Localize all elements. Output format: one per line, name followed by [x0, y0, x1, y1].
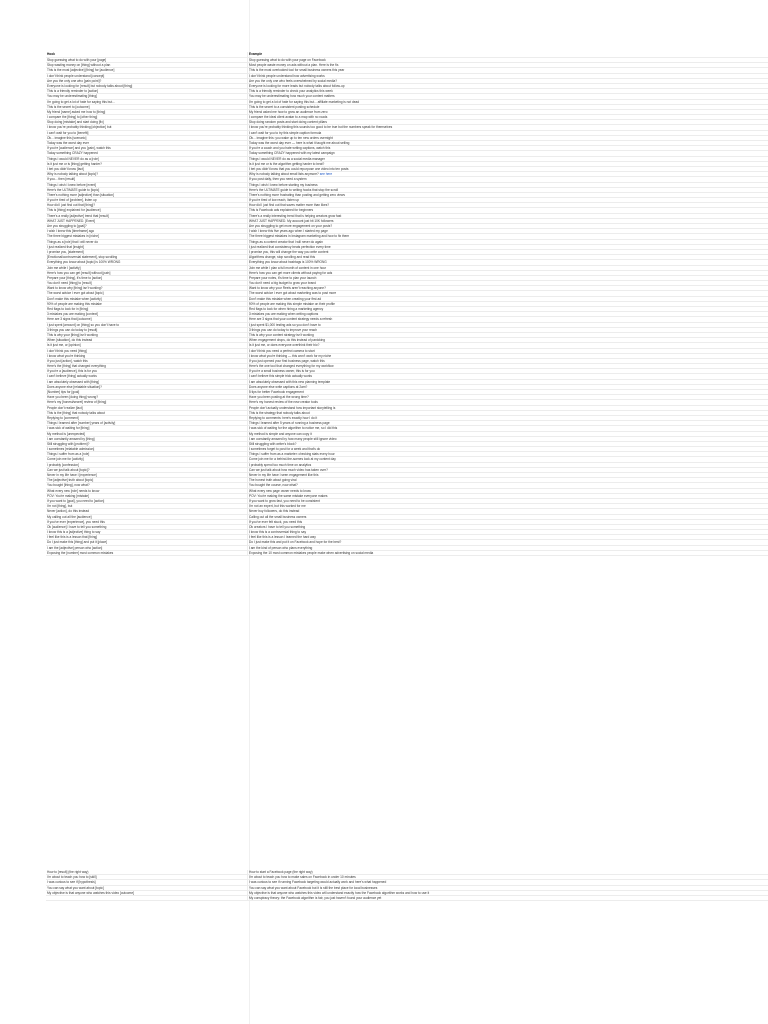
- hook-cell[interactable]: Is it just me or is [thing] getting harder?: [47, 162, 248, 166]
- example-cell[interactable]: I sometimes forget to post for a week and that's ok: [249, 447, 321, 452]
- example-cell[interactable]: If you're tired of low reach, listen up: [249, 198, 300, 203]
- hook-cell[interactable]: Things I wish I knew before [event]: [47, 183, 248, 187]
- example-cell[interactable]: POV: You're making the same mistake everyone makes: [249, 493, 328, 498]
- header-example[interactable]: Example: [249, 52, 263, 56]
- example-cell[interactable]: If you post daily, then you need a system: [249, 177, 307, 182]
- hook-cell[interactable]: I don't think people understand [concept]: [47, 74, 248, 78]
- hook-cell[interactable]: Today was the worst day ever: [47, 141, 248, 145]
- example-cell[interactable]: Join me while I plan a full month of content in one hour: [249, 265, 327, 270]
- example-cell[interactable]: If you just opened your first business page, watch this: [249, 358, 325, 363]
- hook-cell[interactable]: Is it just me, or [opinion]: [47, 343, 248, 347]
- hook-cell[interactable]: Everyone is looking for [result] but nobody talks about [thing]: [47, 84, 248, 88]
- hook-cell[interactable]: Do I just make this [thing] and put it [place]: [47, 540, 248, 544]
- hook-cell[interactable]: People don't realize [fact]: [47, 406, 248, 410]
- hook-cell[interactable]: I probably [confession]: [47, 463, 248, 467]
- example-cell[interactable]: Do I just make this and put it on Facebook and hope for the best?: [249, 540, 342, 545]
- hook-cell[interactable]: You can say what you want about [topic]: [47, 886, 248, 890]
- hook-cell[interactable]: POV: You're making [mistake]: [47, 494, 248, 498]
- hook-cell[interactable]: Never in my life have I [experience]: [47, 473, 248, 477]
- hook-cell[interactable]: 3 things you can do today to [result]: [47, 328, 248, 332]
- example-cell[interactable]: The honest truth about going viral: [249, 478, 297, 483]
- hook-cell[interactable]: I am absolutely obsessed with [thing]: [47, 380, 248, 384]
- example-cell[interactable]: Here's how you can get more clients without paying for ads: [249, 270, 333, 275]
- example-cell[interactable]: Why is nobody talking about email lists anymore? see here: [249, 172, 333, 177]
- hook-cell[interactable]: I am constantly amazed by [thing]: [47, 437, 248, 441]
- hook-cell[interactable]: There's nothing more [adjective] than [situation]: [47, 193, 248, 197]
- example-cell[interactable]: My method is simple and anyone can copy it: [249, 431, 312, 436]
- hook-cell[interactable]: If you... then [result]: [47, 177, 248, 181]
- hook-cell[interactable]: [Emotional/controversial statement], stop scrolling: [47, 255, 248, 259]
- hook-cell[interactable]: Things I learned after [number] years of [activity]: [47, 421, 248, 425]
- hook-cell[interactable]: Have you been [doing thing] wrong?: [47, 395, 248, 399]
- example-cell[interactable]: I'm not an expert, but this worked for me: [249, 504, 306, 509]
- example-cell[interactable]: Today was the worst day ever — here is what it taught me about selling: [249, 141, 350, 145]
- hook-cell[interactable]: I'm not [thing], but: [47, 504, 248, 508]
- hook-cell[interactable]: Exposing the [number] most common mistakes: [47, 551, 248, 555]
- example-cell[interactable]: Everything you know about hashtags is 100% WRONG: [249, 260, 327, 265]
- example-cell[interactable]: Stop doing random posts and start doing content pillars: [249, 120, 327, 125]
- hook-cell[interactable]: I was curious to see if [hypothesis]: [47, 880, 248, 884]
- table-row: [46, 551, 768, 556]
- example-cell[interactable]: Ok... imagine this: you wake up to ten new orders overnight: [249, 135, 333, 140]
- hook-cell[interactable]: I bet you didn't know [fact]: [47, 167, 248, 171]
- hook-cell[interactable]: I can't wait for you to [benefit]: [47, 131, 248, 135]
- example-cell[interactable]: I was sick of waiting for the algorithm to notice me, so I did this: [249, 426, 338, 431]
- hook-cell[interactable]: I promise you, [statement]: [47, 250, 248, 254]
- example-cell[interactable]: 5 tips for better Facebook engagement: [249, 390, 304, 394]
- example-cell[interactable]: Can we just talk about how much video has taken over?: [249, 467, 328, 472]
- hook-cell[interactable]: If you're [audience] and you [pain], watch this: [47, 146, 248, 150]
- hook-cell[interactable]: My calling out all the [audience]: [47, 515, 248, 519]
- example-cell[interactable]: Here's the one tool that changed everything for my workflow: [249, 364, 334, 369]
- example-cell[interactable]: Calling out all the small business owners: [249, 514, 307, 519]
- example-cell[interactable]: This is Facebook ads explained for beginners: [249, 208, 314, 213]
- example-cell[interactable]: I don't think people understand how advertising works: [249, 73, 325, 78]
- example-cell[interactable]: Things I suffer from as a marketer: checking stats every hour: [249, 452, 335, 457]
- hook-cell[interactable]: I'm going to get a lot of hate for saying this but...: [47, 100, 248, 104]
- hook-cell[interactable]: Things as a [role] that I will never do: [47, 240, 248, 244]
- hook-cell[interactable]: I feel like this is a lesson that [thing]: [47, 535, 248, 539]
- hook-cell[interactable]: I know this is a [adjective] thing to say: [47, 530, 248, 534]
- hook-cell[interactable]: Never [action], do this instead: [47, 509, 248, 513]
- hook-cell[interactable]: I just realized that [insight]: [47, 245, 248, 249]
- hook-cell[interactable]: I know you're probably thinking [objection] but: [47, 125, 248, 129]
- example-cell[interactable]: Replying to comments: here's exactly how I do it: [249, 415, 318, 420]
- hook-cell[interactable]: If you want to [goal], you need to [action]: [47, 499, 248, 503]
- example-cell[interactable]: Things I wish I knew before starting my business: [249, 182, 318, 187]
- example-cell[interactable]: Are you the only one who feels overwhelmed by social media?: [249, 78, 338, 83]
- hook-cell[interactable]: I wish I knew this [timeframe] ago: [47, 229, 248, 233]
- hook-cell[interactable]: Today something CRAZY happened: [47, 151, 248, 155]
- hook-cell[interactable]: I can't believe [thing] actually works: [47, 374, 248, 378]
- example-cell[interactable]: WHAT JUST HAPPENED. My account just hit 10K followers: [249, 218, 334, 223]
- example-cell[interactable]: I wish I knew this five years ago when I started my page: [249, 229, 328, 234]
- hook-cell[interactable]: My friend [name] asked me how to [thing]: [47, 110, 248, 114]
- hook-cell[interactable]: You bought [thing], now what?: [47, 483, 248, 487]
- example-cell[interactable]: 90% of people are making this simple mistake on their profile: [249, 301, 335, 306]
- hook-cell[interactable]: If you're tired of [problem], listen up: [47, 198, 248, 202]
- example-cell[interactable]: The worst advice I ever got about marketing was to post more: [249, 291, 337, 296]
- hook-cell[interactable]: Prepare your [thing], it's time to [action]: [47, 276, 248, 280]
- example-cell[interactable]: I was curious to see if running Facebook targeting would actually work and here's what happened: [249, 880, 387, 885]
- hook-cell[interactable]: Stop guessing what to do with your [page]: [47, 58, 248, 62]
- example-cell[interactable]: Prepare your notes, it's time to plan your launch: [249, 275, 317, 280]
- hook-cell[interactable]: This is the secret to [outcome]: [47, 105, 248, 109]
- hook-cell[interactable]: Red flags to look for in [thing]: [47, 307, 248, 311]
- hook-cell[interactable]: Ok... imagine this [scenario]: [47, 136, 248, 140]
- hook-cell[interactable]: [47, 896, 248, 900]
- hook-cell[interactable]: This is a friendly reminder to [action]: [47, 89, 248, 93]
- hook-cell[interactable]: Stop doing [mistake] and start doing [fix]: [47, 120, 248, 124]
- example-cell[interactable]: I can't believe this simple trick actually works: [249, 374, 312, 379]
- hook-cell[interactable]: Stop wasting money on [thing] without a plan: [47, 63, 248, 67]
- example-cell[interactable]: This is why your content strategy isn't working: [249, 332, 314, 337]
- header-hook[interactable]: Hook: [47, 52, 248, 57]
- example-cell[interactable]: If you're a coach and you hate writing captions, watch this: [249, 146, 331, 151]
- example-cell[interactable]: Here are 3 signs that your content strategy needs a refresh: [249, 317, 333, 322]
- example-cell[interactable]: I am the kind of person who plans everything: [249, 545, 313, 550]
- example-cell[interactable]: The three biggest mistakes in Instagram marketing and how to fix them: [249, 234, 350, 239]
- hook-cell[interactable]: There's a really [adjective] trend that [result]: [47, 214, 248, 218]
- hook-cell[interactable]: Are you the only one who [pain point]?: [47, 79, 248, 83]
- example-cell[interactable]: I am absolutely obsessed with this new planning template: [249, 379, 331, 384]
- hook-cell[interactable]: Everything you know about [topic] is 100% WRONG: [47, 260, 248, 264]
- example-cell[interactable]: I feel like this is a lesson I learned the hard way: [249, 535, 316, 540]
- hooks-table-bottom: [46, 870, 768, 901]
- hook-cell[interactable]: This is why your [thing] isn't working: [47, 333, 248, 337]
- hook-cell[interactable]: I don't think you need [thing]: [47, 349, 248, 353]
- example-cell[interactable]: My friend asked me how to grow an audience from zero: [249, 109, 328, 114]
- example-cell[interactable]: I just spent $1,000 testing ads so you don't have to: [249, 322, 321, 327]
- hook-cell[interactable]: Here's the ULTIMATE guide to [topic]: [47, 188, 248, 192]
- example-cell[interactable]: My objective is that anyone who watches this video will understand exactly how the Facebook algorithm works and how to use it: [249, 890, 430, 895]
- hook-cell[interactable]: You don't need [thing] to [result]: [47, 281, 248, 285]
- example-cell[interactable]: Don't make this mistake when creating your first ad: [249, 296, 322, 301]
- hook-cell[interactable]: Here's the [thing] that changed everything: [47, 364, 248, 368]
- hook-cell[interactable]: Here's my [honest/secret] review of [thing]: [47, 400, 248, 404]
- hook-cell[interactable]: I just spent [amount] on [thing] so you don't have to: [47, 323, 248, 327]
- example-cell[interactable]: Most people waste money on ads without a plan. Here is the fix.: [249, 63, 340, 68]
- hook-cell[interactable]: I know what you're thinking: [47, 354, 248, 358]
- hook-cell[interactable]: Replying to [comment]: [47, 416, 248, 420]
- example-cell[interactable]: My conspiracy theory: the Facebook algorithm is fair, you just haven't found your audience yet: [249, 895, 382, 900]
- example-cell[interactable]: This is a friendly reminder to check your analytics this week: [249, 89, 333, 94]
- example-cell[interactable]: I'm about to teach you how to make sales on Facebook in under 10 minutes: [249, 875, 356, 880]
- hook-cell[interactable]: Join me while I [activity]: [47, 266, 248, 270]
- hook-cell[interactable]: How did I just find out that [thing]?: [47, 203, 248, 207]
- table-row: [46, 896, 768, 901]
- example-cell[interactable]: This is the most overlooked tool for small business owners this year: [249, 68, 345, 73]
- hook-cell[interactable]: This is the most [adjective] [thing] for [audience]: [47, 68, 248, 72]
- example-cell[interactable]: When engagement drops, do this instead of panicking: [249, 338, 326, 343]
- hook-cell[interactable]: [Number] tips for [goal]: [47, 390, 248, 394]
- example-cell[interactable]: Algorithms change, stop scrolling and read this: [249, 255, 316, 260]
- hooks-table-top: [46, 52, 768, 556]
- hook-cell[interactable]: Are you struggling to [goal]?: [47, 224, 248, 228]
- example-cell[interactable]: 3 things you can do today to improve your reach: [249, 327, 318, 332]
- example-cell[interactable]: You bought the course, now what?: [249, 483, 298, 488]
- example-cell[interactable]: This is the strategy that nobody talks about: [249, 410, 310, 415]
- example-cell[interactable]: There's nothing more frustrating than posting and getting zero views: [249, 192, 345, 197]
- hook-cell[interactable]: I was sick of waiting for [thing]: [47, 426, 248, 430]
- example-cell[interactable]: Are you struggling to get more engagement on your posts?: [249, 224, 333, 228]
- example-cell[interactable]: People don't actually understand how important storytelling is: [249, 405, 336, 410]
- example-cell[interactable]: Things I would NEVER do as a social media manager: [249, 156, 325, 161]
- hook-cell[interactable]: If you've ever [experience], you need this: [47, 520, 248, 524]
- hook-cell[interactable]: Why is nobody talking about [topic]?: [47, 172, 248, 176]
- hook-cell[interactable]: If you just [action], watch this: [47, 359, 248, 363]
- hook-cell[interactable]: Ok [audience] I have to tell you something: [47, 525, 248, 529]
- example-cell[interactable]: Still struggling with writer's block?: [249, 441, 297, 446]
- hook-cell[interactable]: The three biggest mistakes in [niche]: [47, 234, 248, 238]
- example-cell[interactable]: 3 mistakes you are making when writing captions: [249, 312, 319, 317]
- example-cell[interactable]: Everyone is looking for more leads but nobody talks about follow-up: [249, 83, 345, 88]
- hook-cell[interactable]: The [adjective] truth about [topic]: [47, 478, 248, 482]
- example-cell[interactable]: I can't wait for you to try this simple caption formula: [249, 130, 322, 135]
- hook-cell[interactable]: I sometimes [relatable admission]: [47, 447, 248, 451]
- hook-cell[interactable]: My objective is that anyone who watches this video [outcome]: [47, 891, 248, 895]
- example-cell[interactable]: Come join me for a behind-the-scenes look at my content day: [249, 457, 336, 462]
- example-cell[interactable]: Never in my life have I seen engagement like this: [249, 473, 319, 477]
- example-cell[interactable]: If you want to grow fast, you need to be consistent: [249, 498, 320, 503]
- example-cell[interactable]: Today something CRAZY happened with my latest campaign: [249, 151, 335, 156]
- example-cell[interactable]: I probably spend too much time on analytics: [249, 462, 312, 467]
- hook-cell[interactable]: Can we just talk about [topic]?: [47, 468, 248, 472]
- hook-cell[interactable]: This is the [thing] that nobody talks about: [47, 411, 248, 415]
- hook-cell[interactable]: How to [result] (the right way): [47, 870, 248, 874]
- example-cell[interactable]: Things as a content creator that I will never do again: [249, 239, 323, 244]
- hook-cell[interactable]: I am the [adjective] person who [action]: [47, 546, 248, 550]
- hook-cell[interactable]: WHAT JUST HAPPENED. [Event]: [47, 219, 248, 223]
- example-cell[interactable]: You can say what you want about Facebook but it is still the best place for local businesses: [249, 885, 378, 890]
- example-cell[interactable]: Stop guessing what to do with your page on Facebook: [249, 58, 326, 62]
- example-cell[interactable]: How to start a Facebook page (the right way): [249, 870, 313, 874]
- example-cell[interactable]: I know what you're thinking — this won't work for my niche: [249, 353, 332, 358]
- hook-cell[interactable]: When [situation], do this instead: [47, 338, 248, 342]
- example-cell[interactable]: I promise you, this will change the way you write content: [249, 249, 329, 254]
- hook-cell[interactable]: My method is [unexpected]: [47, 432, 248, 436]
- example-cell[interactable]: I am constantly amazed by how many people still ignore video: [249, 436, 337, 441]
- hook-cell[interactable]: If you're a [audience], this is for you: [47, 369, 248, 373]
- example-cell[interactable]: I know you're probably thinking this sounds too good to be true but the numbers speak for themselves: [249, 125, 393, 130]
- example-cell[interactable]: I bet you didn't know that you could repurpose one video into ten posts: [249, 166, 349, 171]
- example-cell[interactable]: Things I learned after 5 years of running a business page: [249, 421, 330, 426]
- hook-cell[interactable]: Things I would NEVER do as a [role]: [47, 157, 248, 161]
- hook-cell[interactable]: Does anyone else [relatable situation]?: [47, 385, 248, 389]
- hook-cell[interactable]: Come join me for [activity]: [47, 457, 248, 461]
- hook-cell[interactable]: This is [thing] explained for [audience]: [47, 208, 248, 212]
- example-cell[interactable]: Is it just me, or does everyone overthink their bio?: [249, 343, 320, 348]
- example-cell[interactable]: How did I just find out that saves matter more than likes?: [249, 203, 330, 208]
- example-cell[interactable]: If you've ever felt stuck, you need this: [249, 519, 303, 524]
- example-cell[interactable]: Here's my honest review of the new creator tools: [249, 400, 318, 405]
- hook-cell[interactable]: The worst advice I ever got about [topic]: [47, 291, 248, 295]
- example-cell[interactable]: This is the secret to a consistent posting schedule: [249, 104, 320, 109]
- hook-cell[interactable]: Still struggling with [problem]?: [47, 442, 248, 446]
- example-cell[interactable]: Is it just me or is the algorithm getting harder to beat?: [249, 161, 325, 166]
- example-cell[interactable]: Ok creators I have to tell you something: [249, 524, 306, 529]
- example-cell[interactable]: Here's the ULTIMATE guide to writing hooks that stop the scroll: [249, 187, 339, 192]
- example-cell[interactable]: I don't think you need a perfect camera to start: [249, 348, 315, 353]
- example-cell[interactable]: Does anyone else write captions at 2am?: [249, 384, 308, 389]
- hook-cell[interactable]: Want to know why [thing] isn't working?: [47, 286, 248, 290]
- example-link[interactable]: see here: [318, 172, 333, 177]
- hook-cell[interactable]: Things I suffer from as a [role]: [47, 452, 248, 456]
- hook-cell[interactable]: What every new [role] needs to know: [47, 489, 248, 493]
- hook-cell[interactable]: I compare the [thing] to [other thing]: [47, 115, 248, 119]
- example-cell[interactable]: I just realized that consistency beats perfection every time: [249, 244, 331, 249]
- example-cell[interactable]: You may be underestimating how much your content matters: [249, 94, 335, 99]
- hook-cell[interactable]: Here's how you can get [result] without [pain]: [47, 271, 248, 275]
- example-cell[interactable]: Want to know why your Reels aren't reaching anyone?: [249, 286, 326, 291]
- hook-cell[interactable]: Don't make this mistake when [activity]: [47, 297, 248, 301]
- example-cell[interactable]: I compare the ideal client avatar to a map with no roads: [249, 115, 328, 120]
- example-cell[interactable]: I'm going to get a lot of hate for saying this but... affiliate marketing is not dead: [249, 99, 360, 104]
- example-cell[interactable]: There's a really interesting trend that is helping creators grow fast: [249, 213, 342, 218]
- example-cell[interactable]: If you're a small business owner, this is for you: [249, 369, 315, 374]
- example-cell[interactable]: You don't need a big budget to grow your brand: [249, 281, 316, 286]
- example-cell[interactable]: I know this is a controversial thing to say: [249, 530, 307, 535]
- example-cell[interactable]: Exposing the 10 most common mistakes people make when advertising on social media: [249, 550, 374, 555]
- hook-cell[interactable]: 3 mistakes you are making [context]: [47, 312, 248, 316]
- example-cell[interactable]: What every new page owner needs to know: [249, 488, 311, 493]
- hook-cell[interactable]: Here are 3 signs that [outcome]: [47, 317, 248, 321]
- hook-cell[interactable]: I'm about to teach you how to [skill]: [47, 875, 248, 879]
- example-cell[interactable]: Have you been posting at the wrong time?: [249, 395, 309, 400]
- hook-cell[interactable]: 90% of people are making this mistake: [47, 302, 248, 306]
- example-cell[interactable]: Never buy followers, do this instead: [249, 509, 300, 514]
- hook-cell[interactable]: You may be underestimating [thing]: [47, 94, 248, 98]
- example-cell[interactable]: Red flags to look for when hiring a marketing agency: [249, 307, 324, 311]
